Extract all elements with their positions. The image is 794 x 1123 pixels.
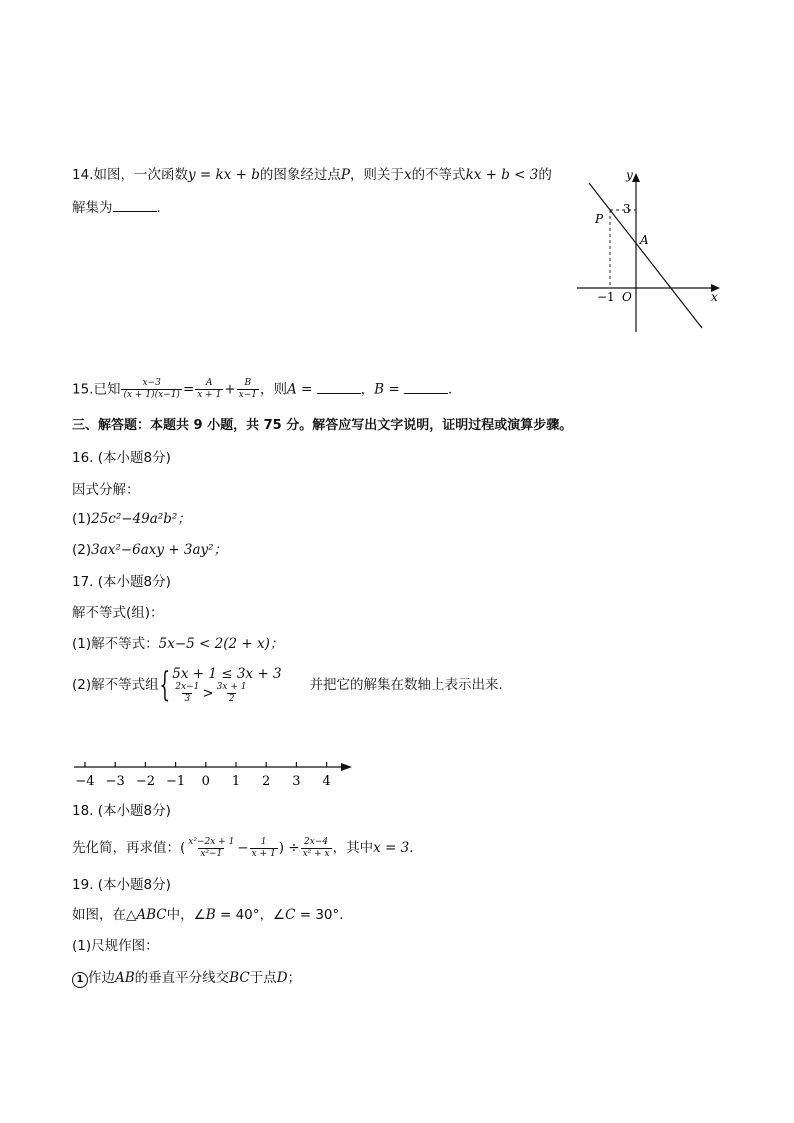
q18-heading: 18. (本小题8分) <box>72 803 171 819</box>
inequality-system <box>172 666 281 705</box>
number-line-tick-label: −3 <box>105 774 125 789</box>
q19-heading: 19. (本小题8分) <box>72 877 171 893</box>
section-3-header: 三、解答题：本题共 9 小题，共 75 分。解答应写出文字说明，证明过程或演算步骤。 <box>72 418 573 433</box>
q17-part2-tail: 并把它的解集在数轴上表示出来． <box>309 677 513 693</box>
q14-line2 <box>72 199 170 217</box>
x-axis-label: x <box>711 290 718 304</box>
number-line-tick-label: 0 <box>201 774 210 789</box>
q16-expression-2: 3ax²−6axy + 3ay²； <box>91 542 228 558</box>
q14-text: 的 <box>538 167 552 183</box>
fraction <box>173 682 201 705</box>
fraction-denominator: x²−1 <box>200 848 223 859</box>
q19-step1 <box>72 969 301 988</box>
q14-text: 解集为 <box>72 200 113 216</box>
side-bc: BC <box>229 970 250 986</box>
q14-text: 的不等式 <box>411 167 466 183</box>
q19-text: ； <box>287 970 302 986</box>
q14-number: 14. <box>72 167 94 183</box>
q14-text: 如图，一次函数 <box>93 167 188 183</box>
q14-var-x: x <box>403 167 412 183</box>
q18-text: ，其中 <box>332 840 374 856</box>
point-a-label: A <box>640 233 649 247</box>
q19-text: 中，∠ <box>166 907 206 923</box>
side-ab: AB <box>115 970 135 986</box>
q16-heading: 16. (本小题8分) <box>72 450 171 466</box>
fraction-denominator: x−1 <box>238 390 257 400</box>
number-line-tick-label: 1 <box>231 774 241 789</box>
y-axis-arrow-icon <box>632 173 640 182</box>
q15-line <box>72 378 461 401</box>
q14-text: ，则关于 <box>349 167 404 183</box>
point-d: D <box>276 970 288 986</box>
q19-text: 的垂直平分线交 <box>134 970 230 986</box>
fraction-denominator: 2 <box>228 693 235 704</box>
q15-number: 15. <box>72 381 94 398</box>
q17-inequality: 5x−5 < 2(2 + x)； <box>158 636 284 652</box>
equals-sign: = <box>182 381 195 398</box>
fraction <box>195 378 223 401</box>
number-line-tick-label: 4 <box>322 774 331 789</box>
q14-inequality: kx + b < 3 <box>465 167 539 183</box>
part-label: (1) <box>72 511 92 527</box>
function-line <box>589 183 702 328</box>
q19-line1 <box>72 906 353 924</box>
answer-blank-a <box>317 381 361 394</box>
plus-sign: + <box>224 381 236 398</box>
fraction-numerator: 3x + 1 <box>216 681 247 692</box>
q16-expression-1: 25c²−49a²b²； <box>91 511 191 527</box>
q14-line1 <box>72 166 552 184</box>
q16-intro: 因式分解： <box>72 482 140 498</box>
q19-text: 作边 <box>88 970 115 986</box>
system-brace: { <box>159 665 170 705</box>
q19-text: 于点 <box>249 970 277 986</box>
q18-text: 先化简，再求值：( <box>72 840 186 856</box>
number-line-tick-label: −2 <box>135 774 155 789</box>
minus-sign: − <box>237 840 249 856</box>
y-axis-label: y <box>626 168 633 182</box>
q18-value: x = 3 <box>373 840 410 856</box>
q15-text: ， <box>360 381 375 398</box>
q18-line <box>72 836 423 860</box>
fraction-numerator: 1 <box>260 836 267 847</box>
divide-sign: ) ÷ <box>278 840 300 856</box>
q15-text: ． <box>447 381 462 398</box>
system-line-1: 5x + 1 ≤ 3x + 3 <box>172 665 282 682</box>
fraction <box>237 378 259 401</box>
number-line <box>70 755 360 791</box>
fraction-denominator: x + 1 <box>251 848 276 859</box>
q16-part1 <box>72 510 191 528</box>
linear-function-graph <box>570 162 730 337</box>
q14-point-p: P <box>340 167 350 183</box>
q19-text: = 40°，∠ <box>215 907 286 923</box>
q19-part1: (1)尺规作图： <box>72 938 159 954</box>
triangle-abc: ABC <box>136 907 167 923</box>
number-line-tick-label: 2 <box>262 774 271 789</box>
q17-part1 <box>72 635 283 653</box>
fraction <box>215 682 249 705</box>
fraction-denominator: 3 <box>184 693 191 704</box>
q19-text: = 30°． <box>295 907 353 923</box>
fraction-numerator: A <box>206 378 213 388</box>
fraction-numerator: x²−2x + 1 <box>188 836 235 847</box>
fraction <box>186 837 236 860</box>
a-equals: A = <box>286 381 313 398</box>
number-line-tick-label: 3 <box>292 774 301 789</box>
angle-c: C <box>285 907 296 923</box>
angle-b: B <box>205 907 216 923</box>
fraction-numerator: 2x−1 <box>175 681 200 692</box>
q19-text: 如图，在△ <box>72 907 137 923</box>
q14-text: 的图象经过点 <box>259 167 341 183</box>
point-p-label: P <box>595 212 604 226</box>
fraction <box>301 837 332 860</box>
number-line-tick-label: −4 <box>75 774 95 789</box>
q17-part1-text: (1)解不等式： <box>72 636 159 652</box>
q17-part2 <box>72 665 512 705</box>
answer-blank <box>113 199 157 212</box>
answer-blank-b <box>404 381 448 394</box>
number-line-tick-label: −1 <box>166 774 186 789</box>
q15-text: 已知 <box>93 381 121 398</box>
fraction-numerator: 2x−4 <box>304 836 329 847</box>
q17-part2-text: (2)解不等式组 <box>72 677 159 693</box>
fraction-numerator: x−3 <box>142 378 161 388</box>
q16-part2 <box>72 541 227 559</box>
system-line-2 <box>172 682 281 705</box>
q18-text: ． <box>409 840 423 856</box>
b-equals: B = <box>374 381 400 398</box>
q17-heading: 17. (本小题8分) <box>72 574 171 590</box>
q14-function: y = kx + b <box>187 167 260 183</box>
fraction <box>121 378 181 401</box>
fraction-denominator: (x + 1)(x−1) <box>123 390 180 400</box>
origin-label: O <box>622 290 632 304</box>
fraction-denominator: x² + x <box>302 848 330 859</box>
q17-intro: 解不等式(组)： <box>72 605 164 621</box>
greater-than-sign: > <box>202 685 214 701</box>
circled-number-icon: 1 <box>72 972 88 988</box>
tick-label-neg1: −1 <box>597 290 615 304</box>
part-label: (2) <box>72 542 92 558</box>
fraction <box>250 837 278 860</box>
tick-label-3: 3 <box>623 202 631 216</box>
number-line-arrow-icon <box>341 763 352 771</box>
fraction-numerator: B <box>244 378 252 388</box>
q15-text: ，则 <box>259 381 287 398</box>
fraction-denominator: x + 1 <box>197 390 222 400</box>
q14-text: ． <box>156 200 170 216</box>
